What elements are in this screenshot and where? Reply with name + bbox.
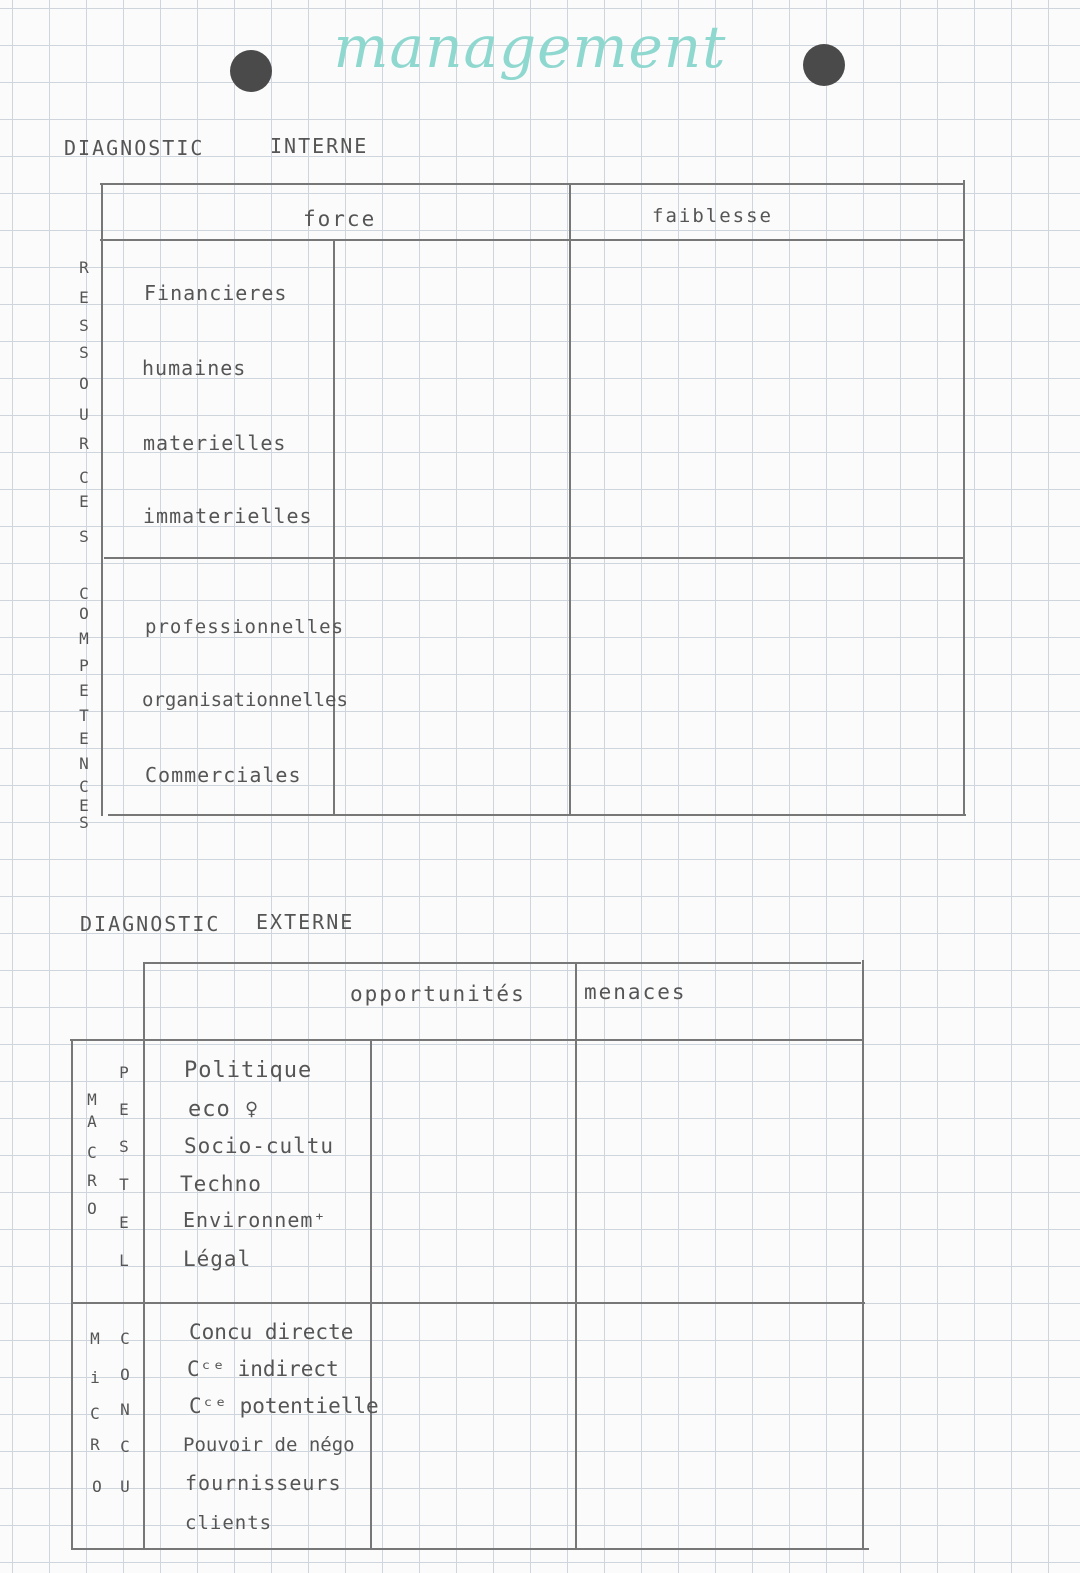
external-heading-word2: EXTERNE xyxy=(256,910,355,934)
column-header-opportunites: opportunités xyxy=(350,982,526,1006)
internal-table-bottom-border xyxy=(108,814,966,816)
row-label-concurrence-indirecte: Cᶜᵉ indirect xyxy=(187,1357,339,1381)
external-table-right-border xyxy=(862,960,864,1550)
external-column-divider xyxy=(575,962,577,1550)
row-label-materielles: materielles xyxy=(143,431,287,455)
row-label-commerciales: Commerciales xyxy=(145,763,302,787)
row-label-legal: Légal xyxy=(183,1247,252,1271)
internal-group-divider xyxy=(104,557,965,559)
column-header-force: force xyxy=(303,207,377,231)
row-label-pouvoir-de-nego: Pouvoir de négo xyxy=(183,1434,355,1456)
row-label-fournisseurs: fournisseurs xyxy=(185,1471,342,1495)
row-label-techno: Techno xyxy=(180,1172,262,1196)
internal-table-left-border xyxy=(101,183,103,816)
column-header-menaces: menaces xyxy=(584,980,687,1004)
row-label-politique: Politique xyxy=(184,1058,313,1083)
row-label-organisationnelles: organisationnelles xyxy=(142,689,348,711)
row-label-environnement: Environnem⁺ xyxy=(183,1208,327,1232)
row-label-humaines: humaines xyxy=(142,356,247,380)
row-label-professionnelles: professionnelles xyxy=(145,616,345,638)
internal-table-top-border xyxy=(100,183,965,185)
external-header-divider xyxy=(70,1039,862,1041)
internal-table-right-border xyxy=(963,180,965,816)
internal-heading-word2: INTERNE xyxy=(270,134,369,158)
row-label-concu-directe: Concu directe xyxy=(189,1320,354,1344)
row-label-eco: eco ♀ xyxy=(188,1097,260,1122)
internal-header-divider xyxy=(100,239,965,241)
internal-heading-word1: DIAGNOSTIC xyxy=(64,136,205,160)
row-label-concurrence-potentielle: Cᶜᵉ potentielle xyxy=(189,1394,379,1418)
binder-hole-left xyxy=(230,50,272,92)
external-heading-word1: DIAGNOSTIC xyxy=(80,912,221,936)
row-label-clients: clients xyxy=(185,1512,273,1534)
external-group-divider xyxy=(72,1302,865,1304)
internal-label-divider xyxy=(333,241,335,816)
external-table-top-border xyxy=(143,962,861,964)
page-title: management xyxy=(333,13,727,81)
row-label-financieres: Financieres xyxy=(144,281,288,305)
external-table-left-border xyxy=(71,1040,73,1550)
external-table-bottom-border xyxy=(72,1548,869,1550)
column-header-faiblesse: faiblesse xyxy=(652,205,773,227)
external-label-divider xyxy=(370,1040,372,1550)
external-letter-divider xyxy=(143,962,145,1550)
row-label-immaterielles: immaterielles xyxy=(143,504,313,528)
row-label-socio-culturel: Socio-cultu xyxy=(184,1134,335,1158)
binder-hole-right xyxy=(803,44,845,86)
internal-column-divider xyxy=(569,183,571,816)
